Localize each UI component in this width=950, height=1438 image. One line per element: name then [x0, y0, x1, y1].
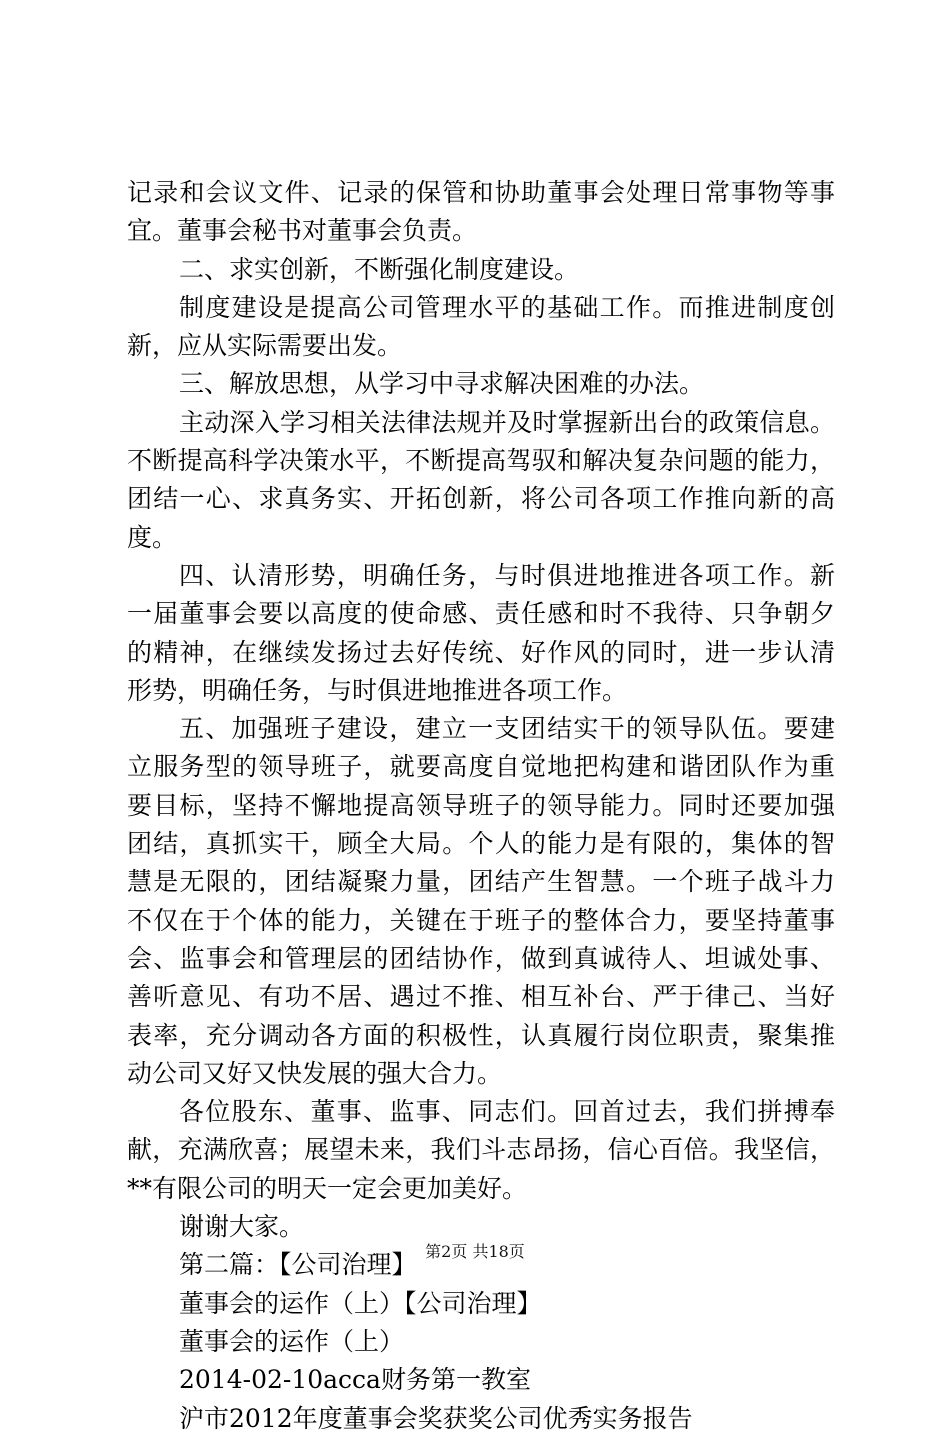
text-line: 立服务型的领导班子，就要高度自觉地把构建和谐团队作为重 [127, 752, 835, 782]
text-line: 各位股东、董事、监事、同志们。回首过去，我们拼搏奉 [179, 1097, 835, 1127]
text-line: 四、认清形势，明确任务，与时俱进地推进各项工作。新 [179, 560, 835, 590]
text-line: 团结一心、求真务实、开拓创新，将公司各项工作推向新的高 [127, 484, 835, 514]
text-line: 二、求实创新，不断强化制度建设。 [179, 254, 580, 284]
text-line: 董事会的运作（上） [179, 1326, 405, 1356]
text-line: 一届董事会要以高度的使命感、责任感和时不我待、只争朝夕 [127, 599, 835, 629]
text-line: 董事会的运作（上）【公司治理】 [179, 1288, 542, 1318]
text-line: 沪市2012年度董事会奖获奖公司优秀实务报告 [179, 1403, 693, 1433]
text-line: 形势，明确任务，与时俱进地推进各项工作。 [127, 675, 628, 705]
text-line: 不断提高科学决策水平，不断提高驾驭和解决复杂问题的能力， [127, 446, 835, 476]
text-line: 2014-02-10acca财务第一教室 [179, 1365, 531, 1395]
text-line: 谢谢大家。 [179, 1212, 305, 1242]
text-line: 慧是无限的，团结凝聚力量，团结产生智慧。一个班子战斗力 [127, 867, 835, 897]
text-line: 宜。董事会秘书对董事会负责。 [127, 216, 478, 246]
text-line: 要目标，坚持不懈地提高领导班子的领导能力。同时还要加强 [127, 790, 835, 820]
text-line: 善听意见、有功不居、遇过不推、相互补台、严于律己、当好 [127, 982, 835, 1012]
text-line: 献，充满欣喜；展望未来，我们斗志昂扬，信心百倍。我坚信， [127, 1135, 835, 1165]
text-line: 新，应从实际需要出发。 [127, 331, 403, 361]
text-line: 的精神，在继续发扬过去好传统、好作风的同时，进一步认清 [127, 637, 835, 667]
text-line: 五、加强班子建设，建立一支团结实干的领导队伍。要建 [179, 714, 835, 744]
text-line: 制度建设是提高公司管理水平的基础工作。而推进制度创 [179, 292, 835, 322]
text-line: 记录和会议文件、记录的保管和协助董事会处理日常事物等事 [127, 178, 835, 207]
text-line: 会、监事会和管理层的团结协作，做到真诚待人、坦诚处事、 [127, 943, 835, 973]
text-line: 不仅在于个体的能力，关键在于班子的整体合力，要坚持董事 [127, 905, 835, 935]
text-line: 动公司又好又快发展的强大合力。 [127, 1058, 503, 1088]
text-line: 三、解放思想，从学习中寻求解决困难的办法。 [179, 369, 705, 399]
text-line: 主动深入学习相关法律法规并及时掌握新出台的政策信息。 [179, 407, 835, 437]
text-line: 度。 [127, 522, 178, 552]
text-line: 第二篇：【公司治理】 [179, 1250, 417, 1280]
text-line: 团结，真抓实干，顾全大局。个人的能力是有限的，集体的智 [127, 829, 835, 859]
page-footer: 第2页 共18页 [425, 1242, 525, 1261]
text-line: 表率，充分调动各方面的积极性，认真履行岗位职责，聚集推 [127, 1020, 835, 1050]
text-line: **有限公司的明天一定会更加美好。 [127, 1173, 528, 1203]
